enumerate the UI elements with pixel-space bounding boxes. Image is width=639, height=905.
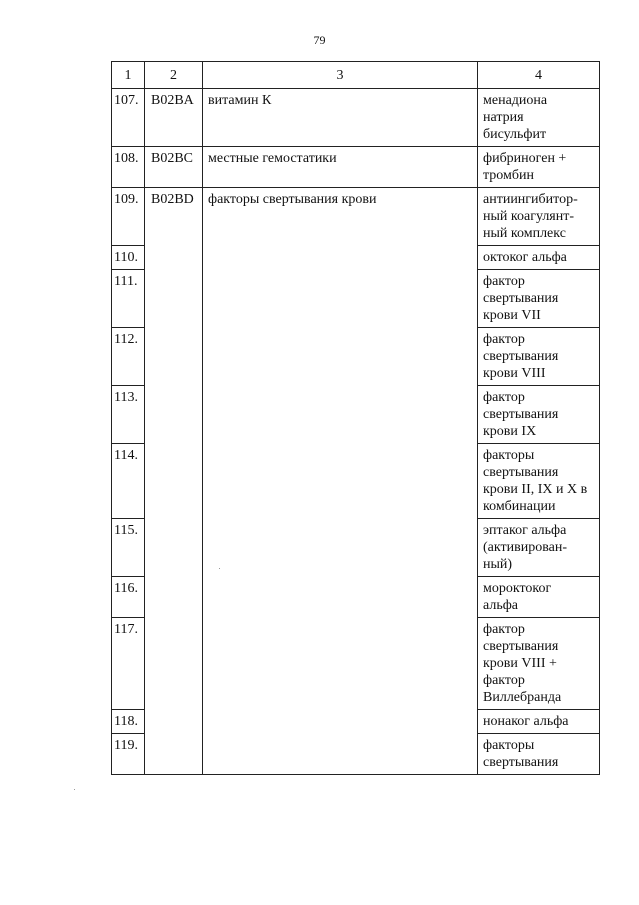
table-header-row [112, 62, 600, 89]
drug-name [478, 618, 600, 710]
header-col-3: 3 [203, 62, 478, 89]
table-row [112, 328, 600, 386]
drug-name [478, 328, 600, 386]
row-number: 119. [112, 734, 145, 775]
drug-name-line: альфа [483, 598, 518, 613]
drug-name-line: мороктоког [483, 581, 552, 596]
group-name [203, 710, 478, 734]
atc-code [145, 246, 203, 270]
group-name [203, 270, 478, 328]
drug-name [478, 270, 600, 328]
table-row [112, 734, 600, 775]
page-number: 79 [313, 33, 326, 47]
drug-table [111, 61, 600, 775]
atc-code [145, 444, 203, 519]
drug-name-line: октоког альфа [483, 250, 567, 265]
row-number: 109. [112, 188, 145, 246]
drug-name [478, 89, 600, 147]
drug-name [478, 386, 600, 444]
row-number: 116. [112, 577, 145, 618]
drug-name-line: эптаког альфа [483, 523, 567, 538]
row-number: 108. [112, 147, 145, 188]
drug-name [478, 246, 600, 270]
atc-code [145, 618, 203, 710]
drug-name-line: свертывания [483, 755, 559, 770]
drug-name-line: фактор [483, 622, 525, 637]
drug-name-line: свертывания [483, 349, 559, 364]
drug-name-line: свертывания [483, 407, 559, 422]
drug-name-line: свертывания [483, 639, 559, 654]
drug-name-line: ный) [483, 557, 513, 572]
table-row [112, 618, 600, 710]
drug-name-line: крови II, IX и X в [483, 482, 588, 497]
drug-name [478, 734, 600, 775]
drug-name-line: факторы [483, 738, 535, 753]
drug-name-line: Виллебранда [483, 690, 562, 705]
group-name [203, 734, 478, 775]
atc-code [145, 577, 203, 618]
atc-code [145, 386, 203, 444]
drug-name-line: нонаког альфа [483, 714, 569, 729]
row-number: 115. [112, 519, 145, 577]
table-row [112, 270, 600, 328]
atc-code [145, 270, 203, 328]
atc-code: B02BA [145, 89, 203, 147]
drug-name-line: фактор [483, 332, 525, 347]
scan-speck [219, 568, 220, 569]
drug-name [478, 519, 600, 577]
header-col-2: 2 [145, 62, 203, 89]
table-row [112, 188, 600, 246]
group-name: местные гемостатики [203, 147, 478, 188]
drug-name-line: бисульфит [483, 127, 547, 142]
group-name [203, 328, 478, 386]
drug-name [478, 444, 600, 519]
scan-speck [74, 789, 75, 790]
drug-name-line: ный комплекс [483, 226, 566, 241]
atc-code [145, 710, 203, 734]
drug-name-line: ный коагулянт- [483, 209, 575, 224]
group-name [203, 386, 478, 444]
table-row [112, 444, 600, 519]
table-row [112, 246, 600, 270]
drug-name-line: факторы [483, 448, 535, 463]
drug-name-line: крови IX [483, 424, 537, 439]
atc-code [145, 734, 203, 775]
row-number: 111. [112, 270, 145, 328]
group-name: факторы свертывания крови [203, 188, 478, 246]
row-number: 113. [112, 386, 145, 444]
drug-name-line: фактор [483, 390, 525, 405]
drug-name-line: свертывания [483, 465, 559, 480]
atc-code: B02BC [145, 147, 203, 188]
group-name [203, 577, 478, 618]
header-col-1: 1 [112, 62, 145, 89]
group-name [203, 618, 478, 710]
drug-name-line: свертывания [483, 291, 559, 306]
drug-name [478, 577, 600, 618]
row-number: 117. [112, 618, 145, 710]
table-row [112, 147, 600, 188]
row-number: 107. [112, 89, 145, 147]
drug-name-line: натрия [483, 110, 524, 125]
drug-name-line: комбинации [483, 499, 556, 514]
atc-code [145, 328, 203, 386]
group-name: витамин К [203, 89, 478, 147]
atc-code: B02BD [145, 188, 203, 246]
row-number: 112. [112, 328, 145, 386]
atc-code [145, 519, 203, 577]
drug-name-line: крови VII [483, 308, 541, 323]
group-name [203, 444, 478, 519]
drug-name-line: фибриноген + [483, 151, 567, 166]
drug-name-line: тромбин [483, 168, 534, 183]
drug-name-line: крови VIII [483, 366, 546, 381]
table-row [112, 89, 600, 147]
drug-name-line: менадиона [483, 93, 548, 108]
table-row [112, 386, 600, 444]
drug-name-line: фактор [483, 673, 525, 688]
row-number: 114. [112, 444, 145, 519]
drug-name [478, 147, 600, 188]
group-name [203, 519, 478, 577]
drug-name-line: антиингибитор- [483, 192, 578, 207]
drug-name [478, 188, 600, 246]
row-number: 118. [112, 710, 145, 734]
drug-name-line: крови VIII + [483, 656, 557, 671]
table-row [112, 710, 600, 734]
drug-name-line: (активирован- [483, 540, 567, 555]
header-col-4: 4 [478, 62, 600, 89]
drug-name [478, 710, 600, 734]
table-row [112, 577, 600, 618]
group-name [203, 246, 478, 270]
drug-name-line: фактор [483, 274, 525, 289]
table-row [112, 519, 600, 577]
row-number: 110. [112, 246, 145, 270]
